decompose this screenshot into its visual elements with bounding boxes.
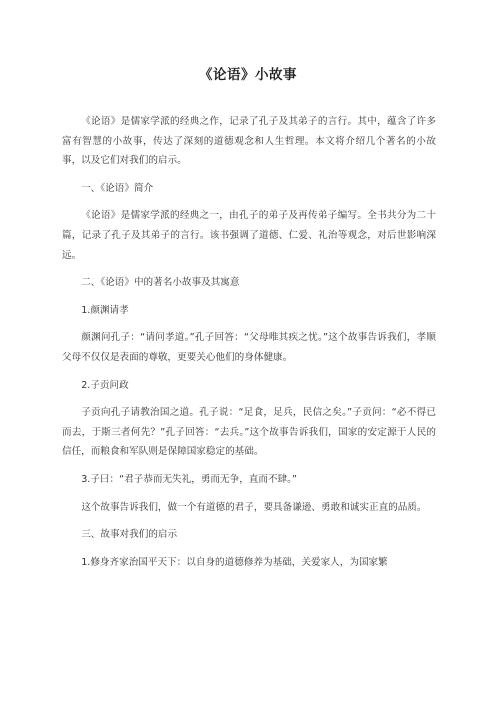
intro-section-paragraph: 《论语》是儒家学派的经典之一，由孔子的弟子及再传弟子编写。全书共分为二十篇，记录了孔子及其弟子的言行。该书强调了道德、仁爱、礼治等观念，对后世影响深远。 xyxy=(62,210,436,261)
story-paragraph-2: 子贡向孔子请教治国之道。孔子说：“足食，足兵，民信之矣。”子贡问：“必不得已而去，于斯三者何先？”孔子回答：“去兵。”这个故事告诉我们，国家的安定源于人民的信任，而粮食和军队则是保障国家稳定的基础。 xyxy=(62,407,436,458)
document-title: 《论语》小故事 xyxy=(199,67,297,83)
story-paragraph-1: 颜渊问孔子：“请问孝道。”孔子回答：“父母唯其疾之忧。”这个故事告诉我们，孝顺父母不仅仅是表面的尊敬，更要关心他们的身体健康。 xyxy=(62,332,436,363)
story-paragraph-3: 这个故事告诉我们，做一个有道德的君子，要具备谦逊、勇敢和诚实正直的品质。 xyxy=(81,501,427,513)
document-body xyxy=(62,112,436,580)
story-heading-3: 3.子曰：“君子恭而无失礼，勇而无争，直而不肆。” xyxy=(81,473,297,485)
section-heading-intro: 一、《论语》简介 xyxy=(81,182,154,194)
story-heading-2: 2.子贡问政 xyxy=(81,379,129,391)
section-heading-stories: 二、《论语》中的著名小故事及其寓意 xyxy=(81,277,240,289)
story-heading-1: 1.颜渊请孝 xyxy=(81,304,129,316)
section-heading-lessons: 三、故事对我们的启示 xyxy=(81,529,178,541)
intro-paragraph: 《论语》是儒家学派的经典之作，记录了孔子及其弟子的言行。其中，蕴含了许多富有智慧的小故事，传达了深刻的道德观念和人生哲理。本文将介绍几个著名的小故事，以及它们对我们的启示。 xyxy=(62,116,436,167)
lesson-paragraph-1: 1.修身齐家治国平天下：以自身的道德修养为基础，关爱家人，为国家繁 xyxy=(81,556,388,568)
